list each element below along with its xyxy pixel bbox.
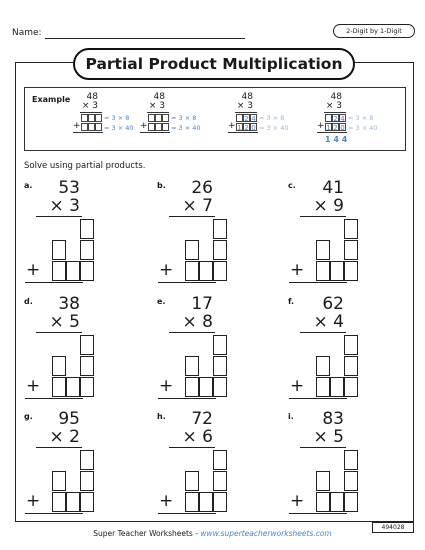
example-cell bbox=[148, 114, 155, 122]
example-equation: = 3 × 40 bbox=[104, 124, 134, 132]
answer-box[interactable] bbox=[344, 471, 358, 491]
problem-bottom-number: × 8 bbox=[182, 312, 213, 332]
problem-label: i. bbox=[288, 412, 294, 421]
answer-box[interactable] bbox=[213, 261, 227, 281]
answer-box[interactable] bbox=[316, 471, 330, 491]
problem-label: f. bbox=[288, 297, 295, 306]
answer-box[interactable] bbox=[66, 261, 80, 281]
answer-box[interactable] bbox=[213, 377, 227, 397]
sum-line bbox=[158, 513, 216, 514]
problem-top-number: 26 bbox=[191, 178, 213, 198]
example-cell bbox=[88, 114, 95, 122]
sum-line bbox=[25, 282, 83, 283]
example-cell bbox=[155, 114, 162, 122]
answer-box[interactable] bbox=[52, 356, 66, 376]
problem-top-number: 53 bbox=[58, 178, 80, 198]
example-cell bbox=[95, 114, 102, 122]
problem-label: d. bbox=[24, 297, 33, 306]
problem-bottom-number: × 6 bbox=[182, 427, 213, 447]
answer-box[interactable] bbox=[185, 240, 199, 260]
example-bottom-number: × 3 bbox=[325, 101, 342, 111]
answer-box[interactable] bbox=[199, 377, 213, 397]
sum-line bbox=[158, 398, 216, 399]
answer-box[interactable] bbox=[80, 492, 94, 512]
example-equation: = 3 × 40 bbox=[171, 124, 201, 132]
example-cell: 2 bbox=[244, 115, 249, 123]
example-equation: = 3 × 40 bbox=[259, 124, 289, 132]
answer-box[interactable] bbox=[213, 335, 227, 355]
page-title: Partial Product Multiplication bbox=[73, 48, 355, 80]
problem-top-number: 17 bbox=[191, 294, 213, 314]
problem-underline bbox=[169, 332, 215, 333]
example-equation: = 3 × 8 bbox=[171, 114, 197, 122]
footer bbox=[0, 529, 425, 538]
example-plus: + bbox=[73, 121, 81, 131]
answer-box[interactable] bbox=[52, 261, 66, 281]
example-cell: 4 bbox=[251, 115, 256, 123]
problem-top-number: 62 bbox=[322, 294, 344, 314]
answer-box[interactable] bbox=[330, 261, 344, 281]
answer-box[interactable] bbox=[344, 240, 358, 260]
answer-box[interactable] bbox=[344, 356, 358, 376]
example-cell bbox=[81, 114, 88, 122]
answer-box[interactable] bbox=[185, 377, 199, 397]
answer-box[interactable] bbox=[213, 356, 227, 376]
sum-line bbox=[25, 513, 83, 514]
answer-box[interactable] bbox=[80, 471, 94, 491]
answer-box[interactable] bbox=[213, 450, 227, 470]
answer-box[interactable] bbox=[80, 377, 94, 397]
example-cell: 2 bbox=[333, 124, 338, 132]
answer-box[interactable] bbox=[66, 377, 80, 397]
plus-sign: + bbox=[159, 491, 174, 511]
answer-box[interactable] bbox=[185, 471, 199, 491]
problem-bottom-number: × 5 bbox=[313, 427, 344, 447]
answer-box[interactable] bbox=[80, 261, 94, 281]
answer-box[interactable] bbox=[344, 219, 358, 239]
answer-box[interactable] bbox=[213, 240, 227, 260]
plus-sign: + bbox=[26, 260, 41, 280]
answer-box[interactable] bbox=[316, 377, 330, 397]
answer-box[interactable] bbox=[316, 240, 330, 260]
footer-url[interactable]: www.superteacherworksheets.com bbox=[200, 529, 332, 538]
problem-bottom-number: × 4 bbox=[313, 312, 344, 332]
answer-box[interactable] bbox=[213, 492, 227, 512]
answer-box[interactable] bbox=[52, 377, 66, 397]
answer-box[interactable] bbox=[344, 377, 358, 397]
example-cell: 4 bbox=[340, 115, 345, 123]
problem-bottom-number: × 9 bbox=[313, 196, 344, 216]
example-top-number: 48 bbox=[241, 92, 253, 102]
example-cell: 0 bbox=[340, 124, 345, 132]
problem-top-number: 38 bbox=[58, 294, 80, 314]
plus-sign: + bbox=[290, 376, 305, 396]
sum-line bbox=[289, 282, 347, 283]
problem-underline bbox=[169, 447, 215, 448]
answer-box[interactable] bbox=[80, 450, 94, 470]
answer-box[interactable] bbox=[80, 219, 94, 239]
sum-line bbox=[289, 513, 347, 514]
answer-box[interactable] bbox=[344, 261, 358, 281]
answer-box[interactable] bbox=[52, 471, 66, 491]
example-underline bbox=[324, 112, 346, 113]
answer-box[interactable] bbox=[344, 450, 358, 470]
answer-box[interactable] bbox=[316, 492, 330, 512]
plus-sign: + bbox=[26, 376, 41, 396]
plus-sign: + bbox=[159, 260, 174, 280]
problem-underline bbox=[36, 332, 82, 333]
answer-box[interactable] bbox=[52, 240, 66, 260]
example-cell bbox=[162, 123, 169, 131]
plus-sign: + bbox=[290, 260, 305, 280]
problem-bottom-number: × 7 bbox=[182, 196, 213, 216]
example-equation: = 3 × 40 bbox=[348, 124, 378, 132]
problem-underline bbox=[36, 216, 82, 217]
problem-bottom-number: × 3 bbox=[49, 196, 80, 216]
example-cell bbox=[325, 114, 332, 122]
answer-box[interactable] bbox=[330, 492, 344, 512]
example-cell: 1 bbox=[326, 124, 331, 132]
example-underline bbox=[80, 112, 102, 113]
example-equation: = 3 × 8 bbox=[259, 114, 285, 122]
example-underline bbox=[73, 132, 103, 133]
example-top-number: 48 bbox=[86, 92, 98, 102]
answer-box[interactable] bbox=[344, 492, 358, 512]
example-cell bbox=[162, 114, 169, 122]
example-cell bbox=[236, 114, 243, 122]
sum-line bbox=[25, 398, 83, 399]
answer-box[interactable] bbox=[344, 335, 358, 355]
plus-sign: + bbox=[290, 491, 305, 511]
answer-box[interactable] bbox=[213, 219, 227, 239]
answer-box[interactable] bbox=[185, 492, 199, 512]
problem-underline bbox=[169, 216, 215, 217]
example-cell bbox=[88, 123, 95, 131]
example-cell bbox=[95, 123, 102, 131]
answer-box[interactable] bbox=[80, 240, 94, 260]
example-cell bbox=[81, 123, 88, 131]
example-underline bbox=[147, 112, 169, 113]
answer-box[interactable] bbox=[52, 492, 66, 512]
problem-underline bbox=[36, 447, 82, 448]
problem-label: a. bbox=[24, 181, 33, 190]
answer-box[interactable] bbox=[185, 356, 199, 376]
example-label: Example bbox=[32, 95, 71, 104]
level-badge: 2-Digit by 1-Digit bbox=[333, 24, 415, 38]
answer-box[interactable] bbox=[199, 261, 213, 281]
example-plus: + bbox=[140, 121, 148, 131]
worksheet-code: 494028 bbox=[372, 522, 414, 533]
answer-box[interactable] bbox=[80, 335, 94, 355]
problem-bottom-number: × 2 bbox=[49, 427, 80, 447]
example-plus: + bbox=[228, 121, 236, 131]
answer-box[interactable] bbox=[66, 492, 80, 512]
problem-underline bbox=[300, 332, 346, 333]
problem-label: g. bbox=[24, 412, 33, 421]
example-underline bbox=[317, 132, 347, 133]
problem-top-number: 83 bbox=[322, 409, 344, 429]
example-cell: 2 bbox=[244, 124, 249, 132]
problem-label: b. bbox=[157, 181, 166, 190]
answer-box[interactable] bbox=[316, 356, 330, 376]
name-input-line[interactable] bbox=[45, 38, 245, 39]
answer-box[interactable] bbox=[199, 492, 213, 512]
example-equation: = 3 × 8 bbox=[348, 114, 374, 122]
answer-box[interactable] bbox=[316, 261, 330, 281]
example-cell: 0 bbox=[251, 124, 256, 132]
problem-label: h. bbox=[157, 412, 166, 421]
problem-underline bbox=[300, 216, 346, 217]
problem-top-number: 95 bbox=[58, 409, 80, 429]
instructions: Solve using partial products. bbox=[24, 161, 146, 171]
example-top-number: 48 bbox=[330, 92, 342, 102]
sum-line bbox=[158, 282, 216, 283]
example-bottom-number: × 3 bbox=[81, 101, 98, 111]
example-top-number: 48 bbox=[153, 92, 165, 102]
plus-sign: + bbox=[159, 376, 174, 396]
example-plus: + bbox=[317, 121, 325, 131]
example-cell: 1 bbox=[237, 124, 242, 132]
example-underline bbox=[228, 132, 258, 133]
problem-top-number: 41 bbox=[322, 178, 344, 198]
problem-label: e. bbox=[157, 297, 166, 306]
answer-box[interactable] bbox=[330, 377, 344, 397]
example-total: 1 4 4 bbox=[325, 135, 348, 144]
example-cell bbox=[155, 123, 162, 131]
example-cell: 2 bbox=[333, 115, 338, 123]
example-bottom-number: × 3 bbox=[148, 101, 165, 111]
example-underline bbox=[140, 132, 170, 133]
name-label: Name: bbox=[12, 28, 42, 38]
example-underline bbox=[235, 112, 257, 113]
example-bottom-number: × 3 bbox=[236, 101, 253, 111]
answer-box[interactable] bbox=[185, 261, 199, 281]
answer-box[interactable] bbox=[213, 471, 227, 491]
problem-top-number: 72 bbox=[191, 409, 213, 429]
footer-brand: Super Teacher Worksheets - bbox=[93, 529, 201, 538]
problem-underline bbox=[300, 447, 346, 448]
example-equation: = 3 × 8 bbox=[104, 114, 130, 122]
answer-box[interactable] bbox=[80, 356, 94, 376]
sum-line bbox=[289, 398, 347, 399]
problem-bottom-number: × 5 bbox=[49, 312, 80, 332]
plus-sign: + bbox=[26, 491, 41, 511]
example-cell bbox=[148, 123, 155, 131]
problem-label: c. bbox=[288, 181, 296, 190]
